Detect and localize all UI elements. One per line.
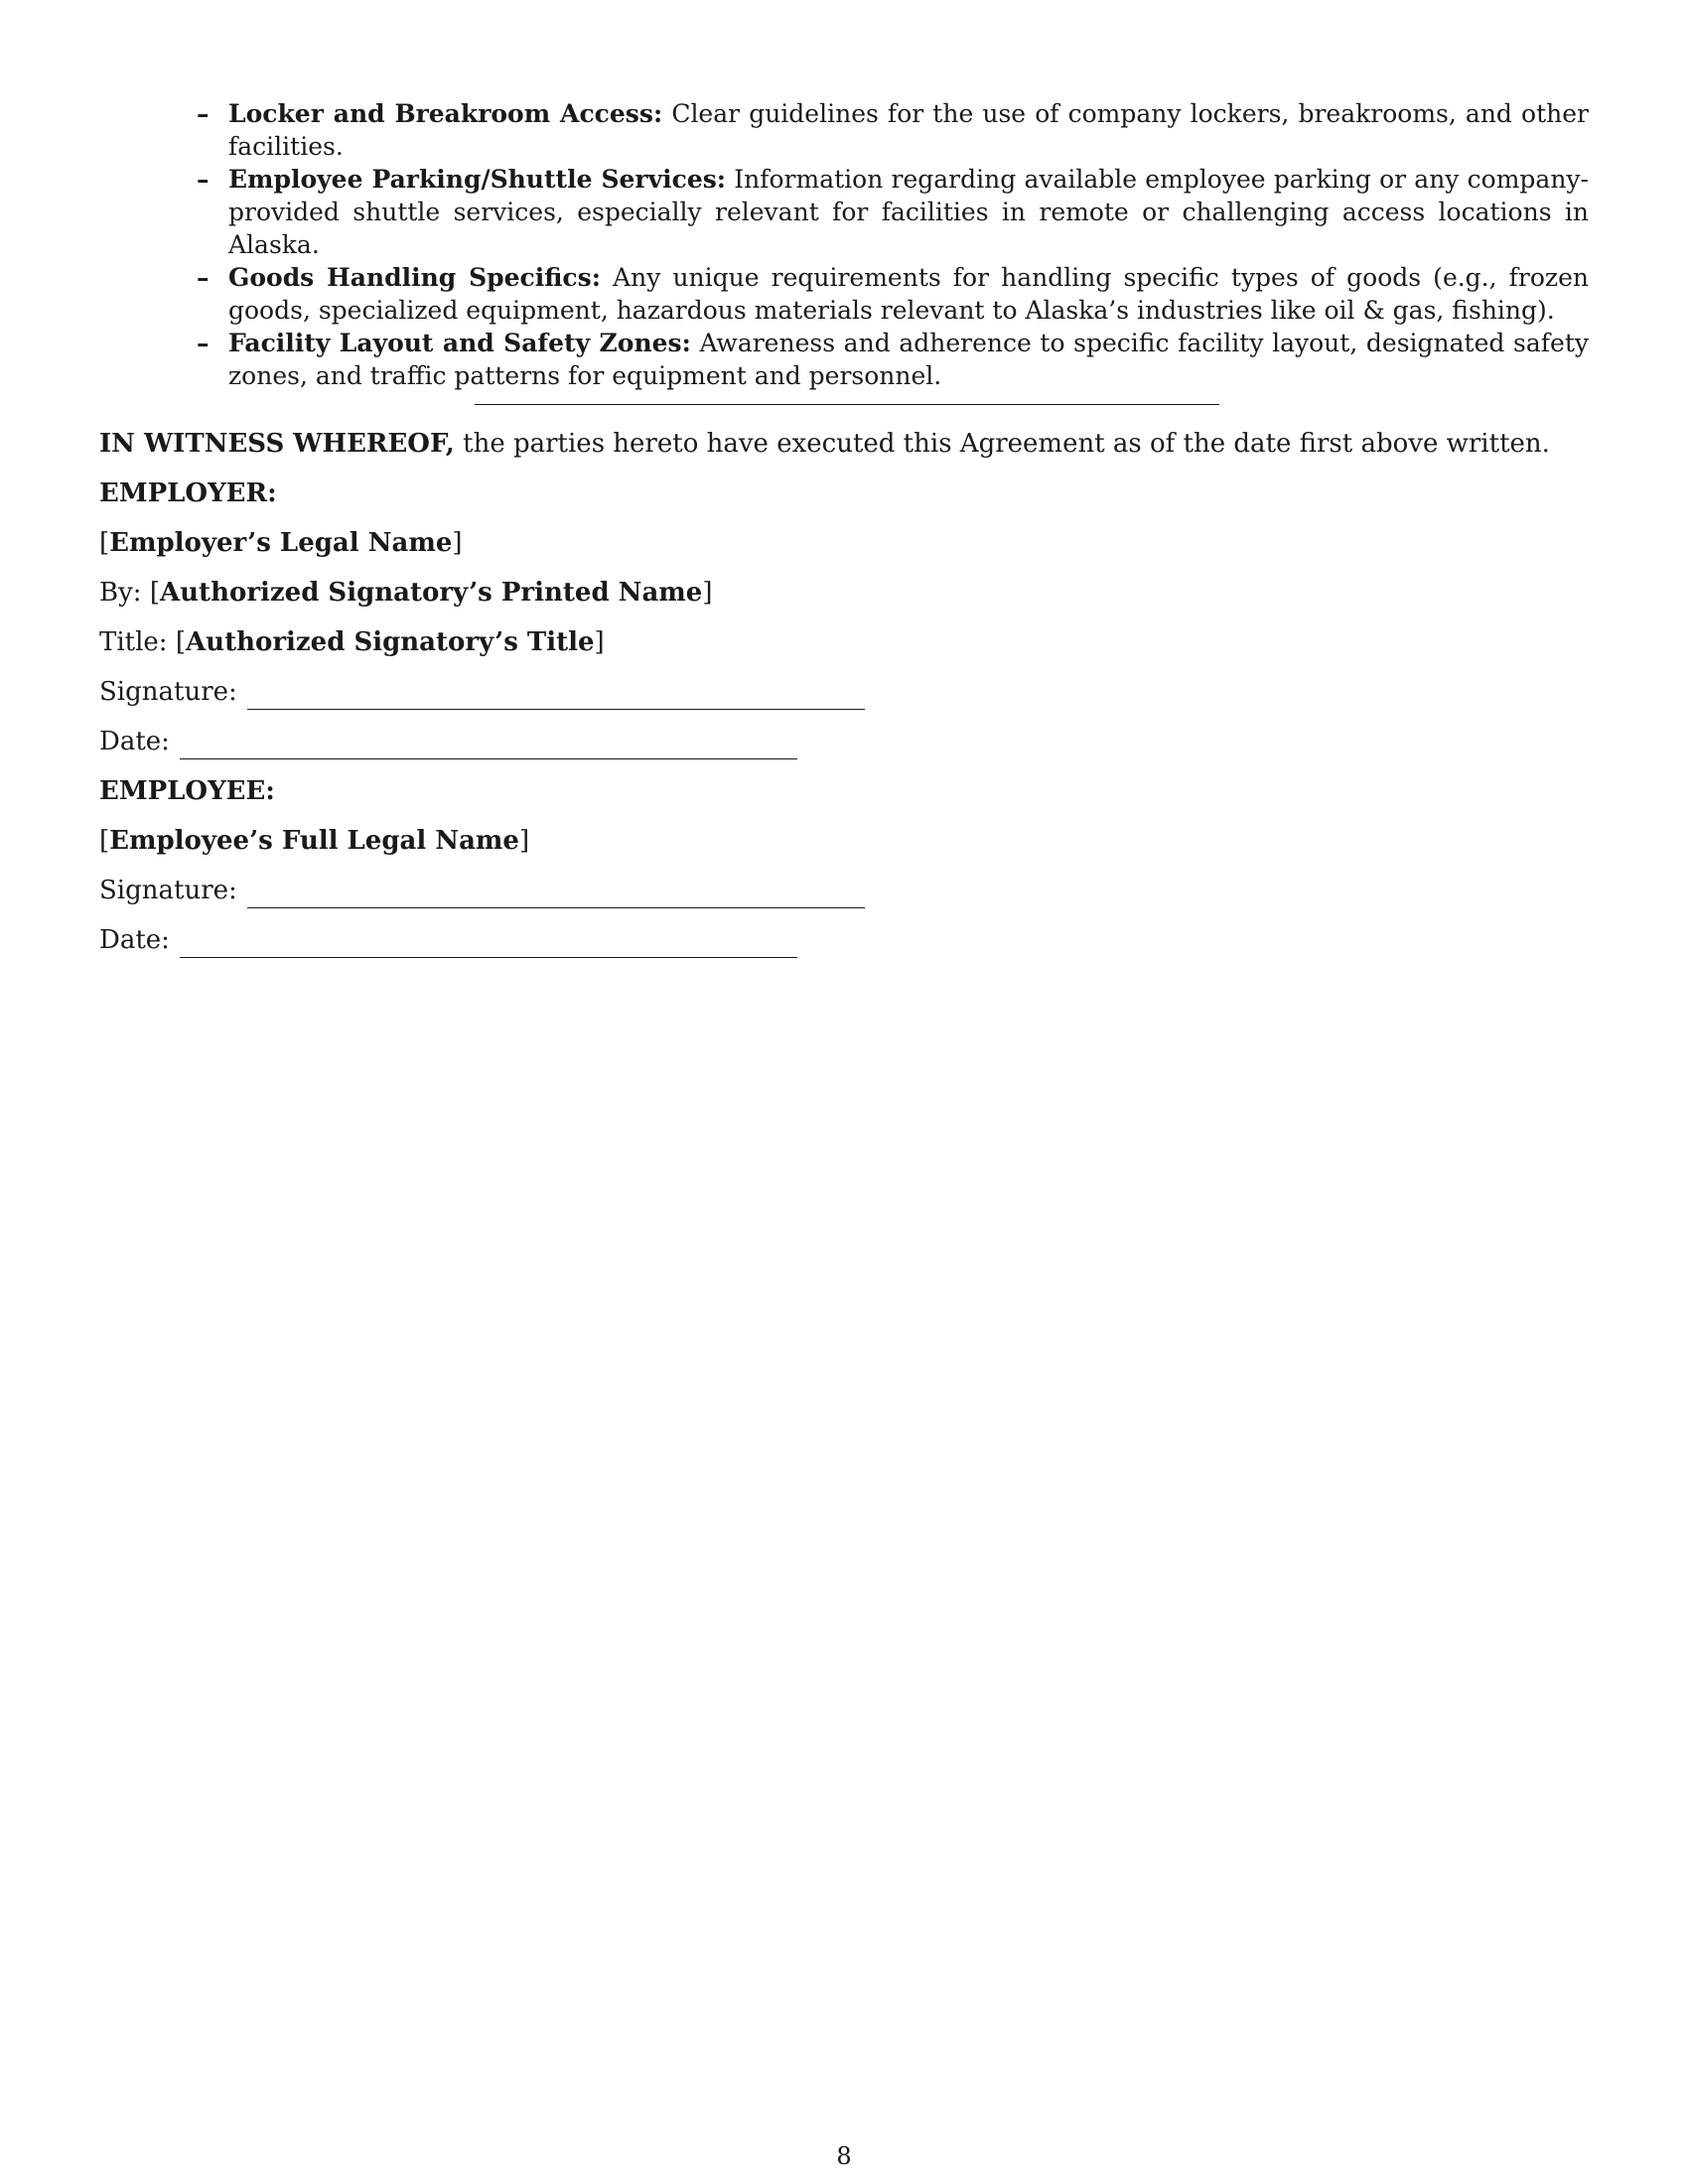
employer-title-line: Title: [Authorized Signatory’s Title] xyxy=(99,627,605,657)
witness-lead: IN WITNESS WHEREOF, xyxy=(99,429,455,459)
employee-legal-name: Employee’s Full Legal Name xyxy=(109,826,519,856)
witness-text: the parties hereto have executed this Agreement as of the date first above written. xyxy=(463,429,1550,459)
employee-date-line xyxy=(99,923,1589,958)
list-item-term: Facility Layout and Safety Zones: xyxy=(228,329,691,357)
date-label: Date: xyxy=(99,925,170,955)
employer-signature-field[interactable] xyxy=(247,683,865,710)
employer-date-line xyxy=(99,725,1589,759)
section-divider xyxy=(475,404,1219,405)
employer-date-field[interactable] xyxy=(180,733,797,759)
employee-legal-name-line: [Employee’s Full Legal Name] xyxy=(99,826,530,856)
list-item-text: Awareness and adherence to specific facility layout, designated safety zones, and traffic patterns for equipment and personnel. xyxy=(228,329,1589,390)
list-item-text: Information regarding available employee parking or any company-provided shuttle services, especially relevant for facilities in remote or challenging access locations in Alaska. xyxy=(228,165,1589,259)
by-label: By: xyxy=(99,578,142,608)
signature-label: Signature: xyxy=(99,677,237,707)
bullet-marker: – xyxy=(197,263,210,292)
list-item xyxy=(197,163,1589,261)
list-item-term: Employee Parking/Shuttle Services: xyxy=(228,165,727,194)
bullet-marker: – xyxy=(197,165,210,194)
signatory-printed-name: Authorized Signatory’s Printed Name xyxy=(159,578,703,608)
signatory-title: Authorized Signatory’s Title xyxy=(186,627,595,657)
facility-guidelines-list xyxy=(197,97,1589,392)
bullet-marker: – xyxy=(197,329,210,357)
page-number: 8 xyxy=(836,2142,852,2170)
date-label: Date: xyxy=(99,727,170,756)
list-item xyxy=(197,327,1589,392)
list-item-term: Locker and Breakroom Access: xyxy=(228,99,663,128)
witness-clause xyxy=(99,427,1589,462)
list-item-text: Any unique requirements for handling specific types of goods (e.g., frozen goods, specialized equipment, hazardous materials relevant to Alaska’s industries like oil & gas, fishing). xyxy=(228,263,1589,325)
employer-legal-name-line: [Employer’s Legal Name] xyxy=(99,528,463,558)
list-item-text: Clear guidelines for the use of company lockers, breakrooms, and other facilities. xyxy=(228,99,1589,161)
employee-heading: EMPLOYEE: xyxy=(99,776,275,806)
list-item xyxy=(197,97,1589,163)
employee-signature-line xyxy=(99,874,1589,908)
employer-legal-name: Employer’s Legal Name xyxy=(109,528,453,558)
signature-label: Signature: xyxy=(99,876,237,905)
employer-signature-line xyxy=(99,675,1589,710)
list-item-term: Goods Handling Specifics: xyxy=(228,263,601,292)
title-label: Title: xyxy=(99,627,168,657)
bullet-marker: – xyxy=(197,99,210,128)
employee-signature-field[interactable] xyxy=(247,882,865,908)
employer-by-line: By: [Authorized Signatory’s Printed Name] xyxy=(99,578,713,608)
signature-block xyxy=(99,427,1589,973)
employer-heading: EMPLOYER: xyxy=(99,478,277,508)
list-item xyxy=(197,261,1589,327)
employee-date-field[interactable] xyxy=(180,931,797,958)
